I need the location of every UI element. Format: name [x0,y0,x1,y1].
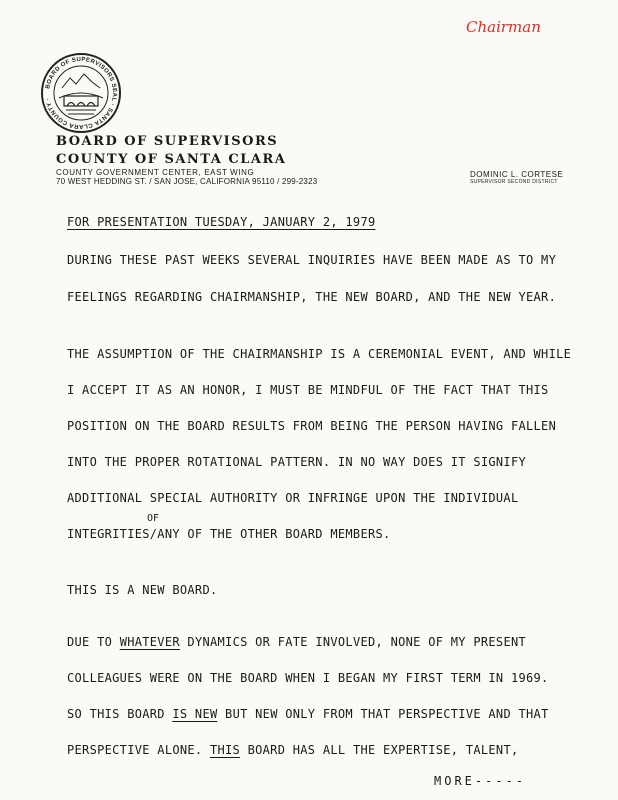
handwritten-annotation: Chairman [466,18,541,36]
paragraph-2-line-2: I ACCEPT IT AS AN HONOR, I MUST BE MINDFUL OF THE FACT THAT THIS [67,383,549,397]
text-segment: BOARD HAS ALL THE EXPERTISE, TALENT, [240,743,519,757]
text-segment: DUE TO [67,635,120,649]
paragraph-4-line-1 [67,635,526,649]
paragraph-1-line-2: FEELINGS REGARDING CHAIRMANSHIP, THE NEW BOARD, AND THE NEW YEAR. [67,290,557,304]
paragraph-4-line-2: COLLEAGUES WERE ON THE BOARD WHEN I BEGAN MY FIRST TERM IN 1969. [67,671,549,685]
text-segment: BUT NEW ONLY FROM THAT PERSPECTIVE AND THAT [217,707,549,721]
text-segment: SO THIS BOARD [67,707,173,721]
paragraph-3-line-1: THIS IS A NEW BOARD. [67,583,218,597]
underlined-word: WHATEVER [119,635,180,649]
paragraph-4-line-4 [67,743,519,757]
paragraph-2-line-5: ADDITIONAL SPECIAL AUTHORITY OR INFRINGE UPON THE INDIVIDUAL [67,491,519,505]
paragraph-2-line-1: THE ASSUMPTION OF THE CHAIRMANSHIP IS A CEREMONIAL EVENT, AND WHILE [67,347,572,361]
interlinear-insertion: OF [147,513,160,524]
paragraph-2-line-3: POSITION ON THE BOARD RESULTS FROM BEING THE PERSON HAVING FALLEN [67,419,557,433]
underlined-words: IS NEW [172,707,218,721]
supervisor-district: SUPERVISOR SECOND DISTRICT [470,179,558,185]
address-line-2: 70 WEST HEDDING ST. / SAN JOSE, CALIFORNIA 95110 / 299-2323 [56,177,318,186]
paragraph-2-line-4: INTO THE PROPER ROTATIONAL PATTERN. IN NO WAY DOES IT SIGNIFY [67,455,527,469]
county-seal-icon [40,52,122,134]
address-line-1: COUNTY GOVERNMENT CENTER, EAST WING [56,168,255,177]
underlined-word: THIS [209,743,241,757]
supervisor-name: DOMINIC L. CORTESE [470,170,564,179]
county-title: COUNTY OF SANTA CLARA [56,152,287,167]
document-heading: FOR PRESENTATION TUESDAY, JANUARY 2, 1979 [67,215,376,229]
svg-text:BOARD OF SUPERVISORS SEAL · SA: BOARD OF SUPERVISORS SEAL · SANTA CLARA COUNTY · [45,56,118,130]
paragraph-2-line-6: INTEGRITIES/ANY OF THE OTHER BOARD MEMBERS. [67,527,391,541]
paragraph-4-line-3 [67,707,549,721]
paragraph-1-line-1: DURING THESE PAST WEEKS SEVERAL INQUIRIES HAVE BEEN MADE AS TO MY [67,253,557,267]
board-title: BOARD OF SUPERVISORS [56,134,279,149]
text-segment: PERSPECTIVE ALONE. [67,743,210,757]
text-segment: DYNAMICS OR FATE INVOLVED, NONE OF MY PRESENT [179,635,527,649]
continuation-marker: MORE----- [434,774,527,788]
